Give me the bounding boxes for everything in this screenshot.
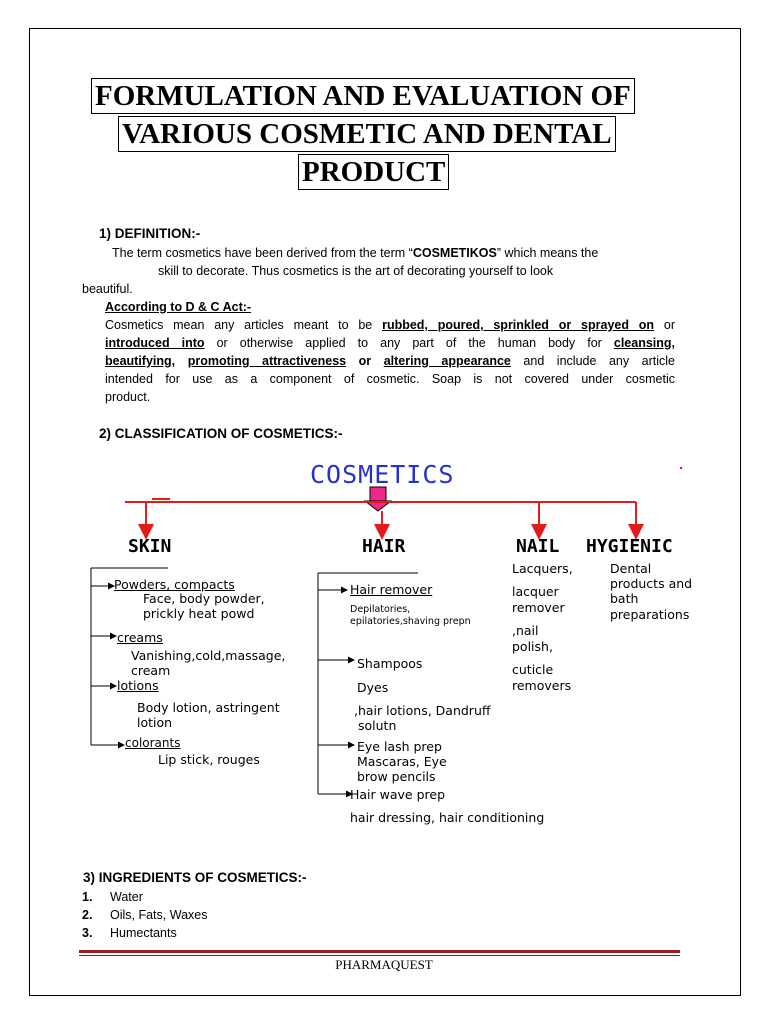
classification-heading: 2) CLASSIFICATION OF COSMETICS:-	[99, 426, 343, 441]
definition-paragraph-line-2: introduced into or otherwise applied to any part of the human body for cleansing,	[105, 336, 676, 350]
root-connector-box	[370, 487, 386, 501]
hygienic-item: Dental	[610, 561, 652, 576]
skin-item-lotions: lotions	[117, 678, 159, 693]
hair-item-dyes: Dyes	[357, 680, 389, 695]
skin-item-powders-detail: prickly heat powd	[143, 606, 255, 621]
skin-item-lotions-detail: Body lotion, astringent	[137, 700, 280, 715]
hair-item-lotions: solutn	[358, 718, 397, 733]
ingredient-text: Humectants	[110, 926, 177, 940]
definition-paragraph-line-1: Cosmetics mean any articles meant to be rubbed, poured, sprinkled or sprayed on or	[105, 318, 675, 332]
skin-item-creams-detail: Vanishing,cold,massage,	[131, 648, 286, 663]
nail-item: lacquer	[512, 584, 559, 599]
skin-item-lotions-detail: lotion	[137, 715, 173, 730]
hair-item-remover-detail: epilatories,shaving prepn	[350, 616, 471, 627]
hair-item-eyelash: Mascaras, Eye	[357, 754, 447, 769]
ingredient-text: Water	[110, 890, 143, 904]
definition-intro-line-2: skill to decorate. Thus cosmetics is the art of decorating yourself to look	[158, 264, 554, 278]
nail-item: removers	[512, 678, 572, 693]
hair-item-shampoos: Shampoos	[357, 656, 423, 671]
hair-item-eyelash: brow pencils	[357, 769, 436, 784]
decor-dot	[680, 467, 682, 469]
cosmetics-root-label: COSMETICS	[310, 460, 455, 489]
ingredient-text: Oils, Fats, Waxes	[110, 908, 208, 922]
ingredients-heading: 3) INGREDIENTS OF COSMETICS:-	[83, 870, 307, 885]
nail-item: polish,	[512, 639, 553, 654]
nail-item: Lacquers,	[512, 561, 573, 576]
skin-item-creams-detail: cream	[131, 663, 171, 678]
hair-item-remover-detail: Depilatories,	[350, 604, 411, 615]
definition-intro-line-3: beautiful.	[82, 282, 133, 296]
hygienic-item: products and	[610, 576, 693, 591]
nail-item: ,nail	[512, 623, 539, 638]
nail-item: cuticle	[512, 662, 554, 677]
title-line-1: FORMULATION AND EVALUATION OF	[91, 78, 635, 114]
hair-item-dressing: hair dressing, hair conditioning	[350, 810, 545, 825]
definition-intro-line-1: The term cosmetics have been derived from the term “COSMETIKOS” which means the	[112, 246, 599, 260]
ingredient-number: 1.	[82, 890, 93, 904]
nail-category-label: NAIL	[516, 536, 560, 557]
hair-category-label: HAIR	[362, 536, 406, 557]
skin-item-creams: creams	[117, 630, 163, 645]
title-line-2: VARIOUS COSMETIC AND DENTAL	[118, 116, 616, 152]
act-heading: According to D & C Act:-	[105, 300, 252, 314]
skin-item-colorants: colorants	[125, 736, 181, 750]
hygienic-item: bath	[610, 591, 639, 606]
hygienic-item: preparations	[610, 607, 690, 622]
title-line-3: PRODUCT	[298, 154, 449, 190]
ingredient-number: 2.	[82, 908, 93, 922]
definition-paragraph-line-5: product.	[105, 390, 151, 404]
definition-heading: 1) DEFINITION:-	[99, 226, 201, 241]
hygienic-category-label: HYGIENIC	[586, 536, 673, 557]
definition-paragraph-line-3: beautifying, promoting attractiveness or altering appearance and include any article	[105, 354, 676, 368]
hair-item-eyelash: Eye lash prep	[357, 739, 442, 754]
nail-item: remover	[512, 600, 565, 615]
footer-text: PHARMAQUEST	[335, 957, 433, 972]
ingredient-number: 3.	[82, 926, 93, 940]
hair-item-wave: Hair wave prep	[350, 787, 446, 802]
footer-rule	[79, 950, 680, 953]
hair-item-remover: Hair remover	[350, 582, 433, 597]
footer-rule	[79, 955, 680, 956]
skin-item-powders-detail: Face, body powder,	[143, 591, 265, 606]
hair-item-lotions: ,hair lotions, Dandruff	[354, 703, 491, 718]
skin-item-colorants-detail: Lip stick, rouges	[158, 752, 260, 767]
skin-item-powders: Powders, compacts	[114, 577, 235, 592]
definition-paragraph-line-4: intended for use as a component of cosmetic. Soap is not covered under cosmetic	[105, 372, 675, 386]
skin-category-label: SKIN	[128, 536, 172, 557]
